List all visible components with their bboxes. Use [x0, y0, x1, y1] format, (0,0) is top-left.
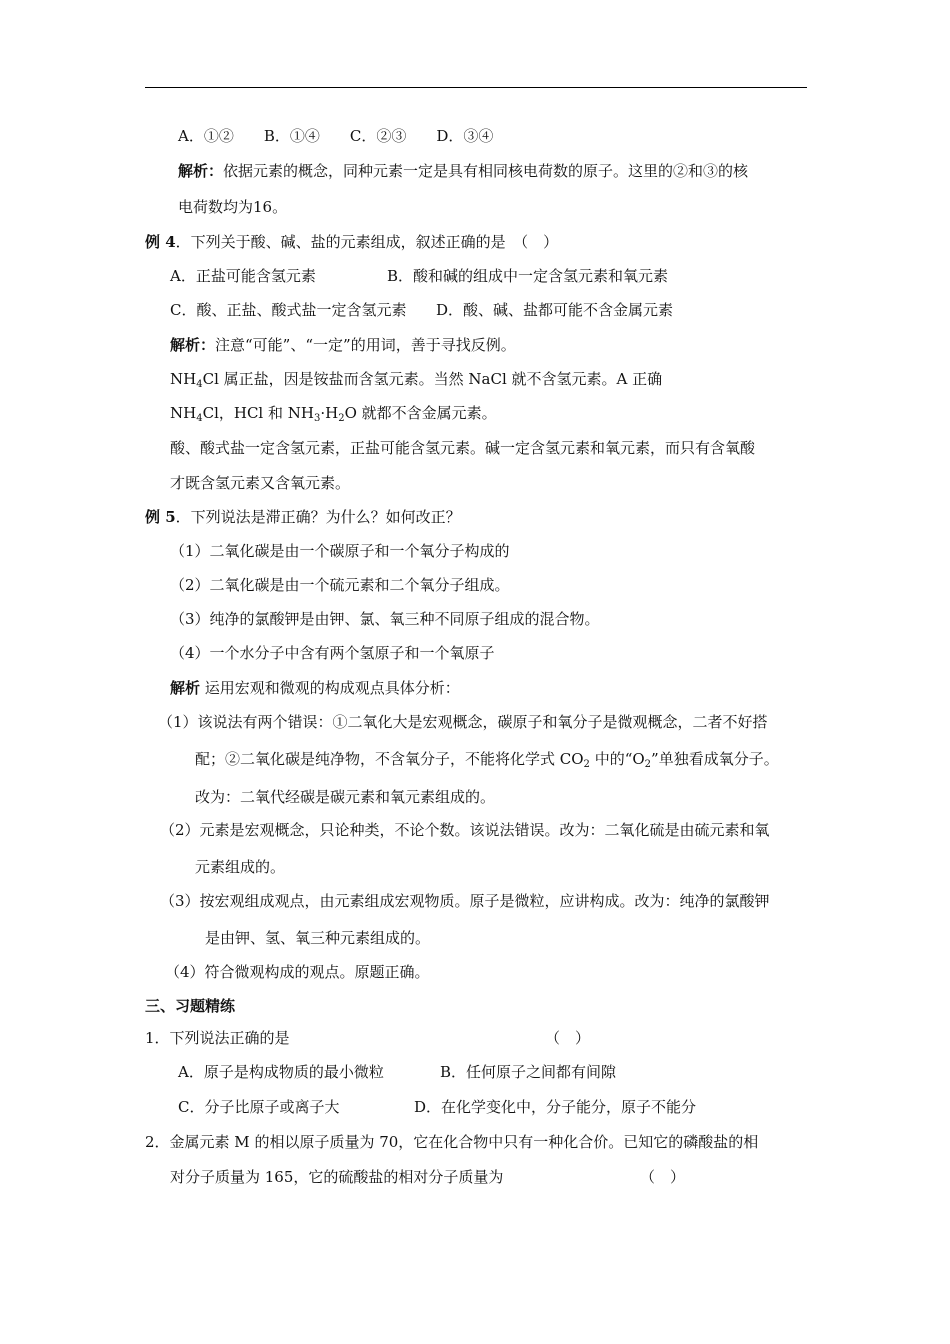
- exercise-1-option-a: A．原子是构成物质的最小微粒: [178, 1063, 384, 1081]
- exercise-1-option-b: B．任何原子之间都有间隙: [440, 1063, 617, 1081]
- exercise-1-question: 1．下列说法正确的是: [145, 1029, 290, 1047]
- example-5-analysis-1-line3: 改为：二氧代经碳是碳元素和氧元素组成的。: [195, 788, 496, 806]
- example-4-option-a: A．正盐可能含氢元素: [170, 267, 316, 285]
- example-5-item-4: （4）一个水分子中含有两个氢原子和一个氧原子: [170, 644, 495, 662]
- text: O 就都不含金属元素。: [344, 404, 497, 422]
- subscript: 2: [583, 759, 590, 770]
- example-4-option-d: D．酸、碱、盐都可能不含金属元素: [436, 301, 674, 319]
- example-4-option-b: B．酸和碱的组成中一定含氢元素和氧元素: [387, 267, 669, 285]
- text: NH: [170, 370, 197, 388]
- prev-analysis-line1: [178, 161, 748, 181]
- example-4-analysis-line3: 酸、酸式盐一定含氢元素，正盐可能含氢元素。碱一定含氢元素和氧元素，而只有含氧酸: [170, 439, 756, 457]
- question-text: ．下列关于酸、碱、盐的元素组成，叙述正确的是 （ ）: [175, 233, 559, 251]
- text: Cl，HCl 和 NH: [202, 404, 314, 422]
- exercise-2-answer-bracket: （ ）: [640, 1168, 686, 1186]
- example-5-analysis: [170, 678, 460, 698]
- text: 中的“O: [589, 750, 645, 768]
- prev-options: A．①② B．①④ C．②③ D．③④: [178, 127, 494, 145]
- example-5-analysis-1-line1: （1）该说法有两个错误：①二氧化大是宏观概念，碳原子和氧分子是微观概念，二者不好搭: [158, 713, 768, 731]
- example-4-analysis-line4: 才既含氢元素又含氧元素。: [170, 474, 351, 492]
- subscript: 2: [644, 759, 652, 770]
- text: 配；②二氧化碳是纯净物，不含氧分子，不能将化学式 CO: [195, 750, 584, 768]
- question-text: ．下列说法是滞正确？为什么？如何改正？: [175, 508, 461, 526]
- example-4-analysis-line1: [170, 369, 662, 389]
- exercise-1-option-d: D．在化学变化中，分子能分，原子不能分: [414, 1098, 697, 1116]
- analysis-label: 解析：: [178, 162, 224, 180]
- subscript: 3: [313, 413, 321, 424]
- example-5-analysis-1-line2: [195, 749, 779, 769]
- example-4-option-c: C．酸、正盐、酸式盐一定含氢元素: [170, 301, 407, 319]
- example-5-question: [145, 507, 461, 527]
- example-5-analysis-3-line2: 是由钾、氢、氧三种元素组成的。: [205, 929, 431, 947]
- subscript: 4: [196, 413, 203, 424]
- text: ·H: [320, 404, 339, 422]
- example-5-item-3: （3）纯净的氯酸钾是由钾、氯、氧三种不同原子组成的混合物。: [170, 610, 600, 628]
- exercise-1-option-c: C．分子比原子或离子大: [178, 1098, 340, 1116]
- example-4-analysis: [170, 335, 516, 355]
- example-5-item-2: （2）二氧化碳是由一个硫元素和二个氧分子组成。: [170, 576, 510, 594]
- exercise-2-line1: 2．金属元素 M 的相以原子质量为 70，它在化合物中只有一种化合价。已知它的磷酸盐的相: [145, 1133, 759, 1151]
- text: Cl 属正盐，因是铵盐而含氢元素。当然 NaCl 就不含氢元素。A 正确: [202, 370, 663, 388]
- exercise-2-line2: 对分子质量为 165，它的硫酸盐的相对分子质量为: [170, 1168, 504, 1186]
- example-5-item-1: （1）二氧化碳是由一个碳原子和一个氧分子构成的: [170, 542, 510, 560]
- header-rule: [145, 87, 807, 88]
- analysis-label: 解析：: [170, 336, 216, 354]
- text: NH: [170, 404, 197, 422]
- analysis-label: 解析: [170, 679, 201, 697]
- example-5-analysis-2-line1: （2）元素是宏观概念，只论种类，不论个数。该说法错误。改为：二氧化硫是由硫元素和氧: [160, 821, 770, 839]
- example-label: 例 4: [145, 233, 176, 251]
- example-5-analysis-4: （4）符合微观构成的观点。原题正确。: [165, 963, 430, 981]
- analysis-text: 运用宏观和微观的构成观点具体分析：: [200, 679, 460, 697]
- analysis-text: 注意“可能”、“一定”的用词，善于寻找反例。: [215, 336, 516, 354]
- example-5-analysis-3-line1: （3）按宏观组成观点，由元素组成宏观物质。原子是微粒，应讲构成。改为：纯净的氯酸钾: [160, 892, 770, 910]
- prev-analysis-line2: 电荷数均为16。: [178, 198, 288, 216]
- example-label: 例 5: [145, 508, 176, 526]
- section-heading: 三、习题精练: [145, 997, 236, 1015]
- exercise-1-answer-bracket: （ ）: [545, 1029, 591, 1047]
- example-4-analysis-line2: [170, 403, 497, 423]
- example-5-analysis-2-line2: 元素组成的。: [195, 858, 286, 876]
- subscript: 4: [196, 379, 203, 390]
- example-4-question: [145, 232, 558, 252]
- text: ”单独看成氧分子。: [651, 750, 779, 768]
- subscript: 2: [338, 413, 345, 424]
- analysis-text: 依据元素的概念，同种元素一定是具有相同核电荷数的原子。这里的②和③的核: [223, 162, 749, 180]
